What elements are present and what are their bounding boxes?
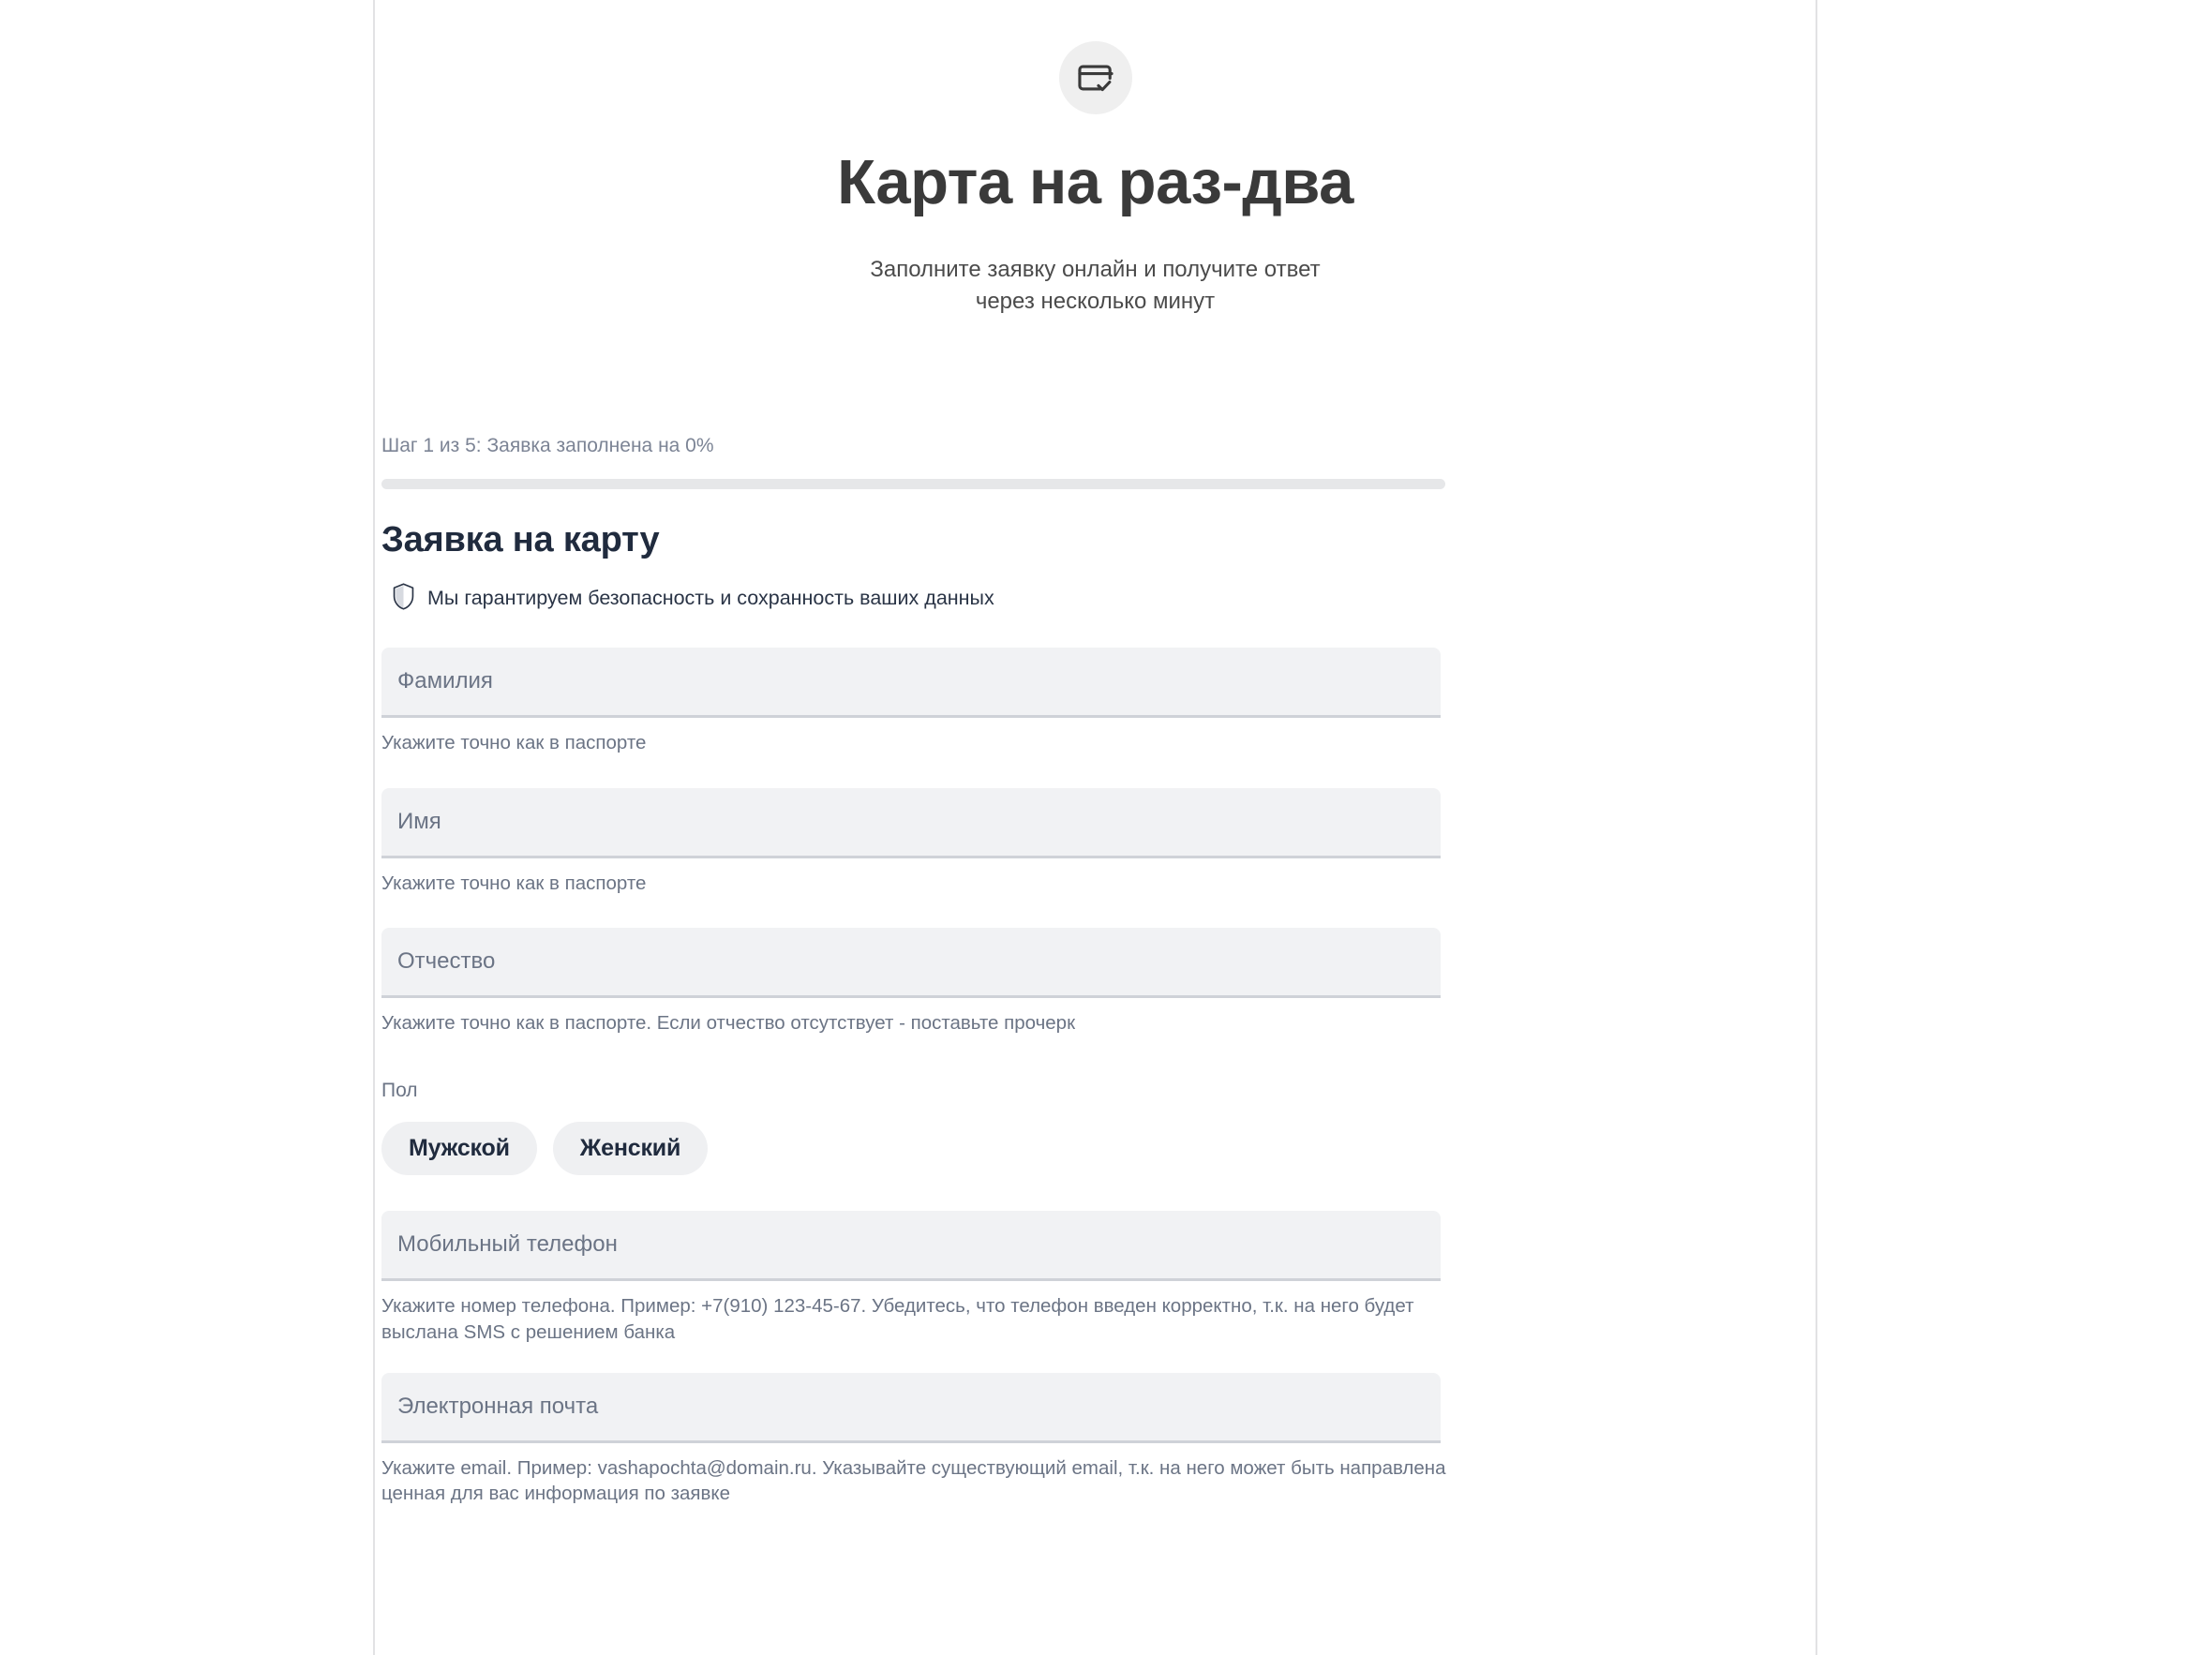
progress-track	[381, 479, 1445, 489]
gender-label: Пол	[381, 1080, 418, 1102]
form-inner	[381, 433, 1813, 1506]
email-input[interactable]	[381, 1373, 1441, 1443]
gender-option-male[interactable]: Мужской	[381, 1122, 537, 1175]
hero-subtitle-line-2: через несколько минут	[975, 289, 1216, 315]
security-notice	[392, 583, 1813, 615]
spacer	[381, 756, 1813, 788]
page-inner	[375, 0, 1816, 1655]
firstname-placeholder: Имя	[397, 808, 441, 834]
hero-subtitle	[796, 254, 1396, 318]
gender-option-female[interactable]: Женский	[553, 1122, 708, 1175]
field-patronymic	[381, 928, 1813, 1036]
firstname-hint: Укажите точно как в паспорте	[381, 872, 647, 894]
page-column	[373, 0, 1817, 1655]
field-email	[381, 1373, 1813, 1507]
page-title: Карта на раз-два	[837, 147, 1353, 217]
firstname-input[interactable]	[381, 788, 1441, 858]
progress-bar	[381, 479, 1813, 489]
field-firstname	[381, 788, 1813, 896]
patronymic-input[interactable]	[381, 928, 1441, 998]
email-placeholder: Электронная почта	[397, 1393, 599, 1419]
email-hint: Укажите email. Пример: vashapochta@domain.ru. Указывайте существующий email, т.к. на него может быть направлена ценная для вас информация по заявке	[381, 1456, 1446, 1505]
gender-options	[381, 1122, 1813, 1175]
patronymic-hint: Укажите точно как в паспорте. Если отчество отсутствует - поставьте прочерк	[381, 1011, 1076, 1034]
field-phone	[381, 1211, 1813, 1345]
patronymic-placeholder: Отчество	[397, 947, 496, 974]
progress-label: Шаг 1 из 5: Заявка заполнена на 0%	[381, 435, 714, 456]
hero-section	[375, 0, 1816, 319]
shield-icon	[392, 583, 415, 615]
fields-list	[381, 648, 1813, 1506]
phone-hint: Укажите номер телефона. Пример: +7(910) 123-45-67. Убедитесь, что телефон введен корректно, т.к. на него будет выслана SMS с решением банка	[381, 1295, 1414, 1343]
phone-input[interactable]	[381, 1211, 1441, 1281]
phone-placeholder: Мобильный телефон	[397, 1231, 618, 1258]
application-form	[381, 433, 1813, 1506]
security-notice-text: Мы гарантируем безопасность и сохранность ваших данных	[427, 587, 994, 610]
spacer	[381, 1345, 1813, 1373]
field-surname	[381, 648, 1813, 755]
gender-group	[381, 1078, 1813, 1175]
surname-hint: Укажите точно как в паспорте	[381, 732, 647, 754]
surname-placeholder: Фамилия	[397, 668, 493, 694]
form-heading: Заявка на карту	[381, 520, 660, 560]
credit-card-check-icon	[1059, 41, 1132, 114]
spacer	[381, 896, 1813, 928]
surname-input[interactable]	[381, 648, 1441, 718]
spacer	[381, 1175, 1813, 1211]
hero-subtitle-line-1: Заполните заявку онлайн и получите ответ	[870, 257, 1321, 283]
